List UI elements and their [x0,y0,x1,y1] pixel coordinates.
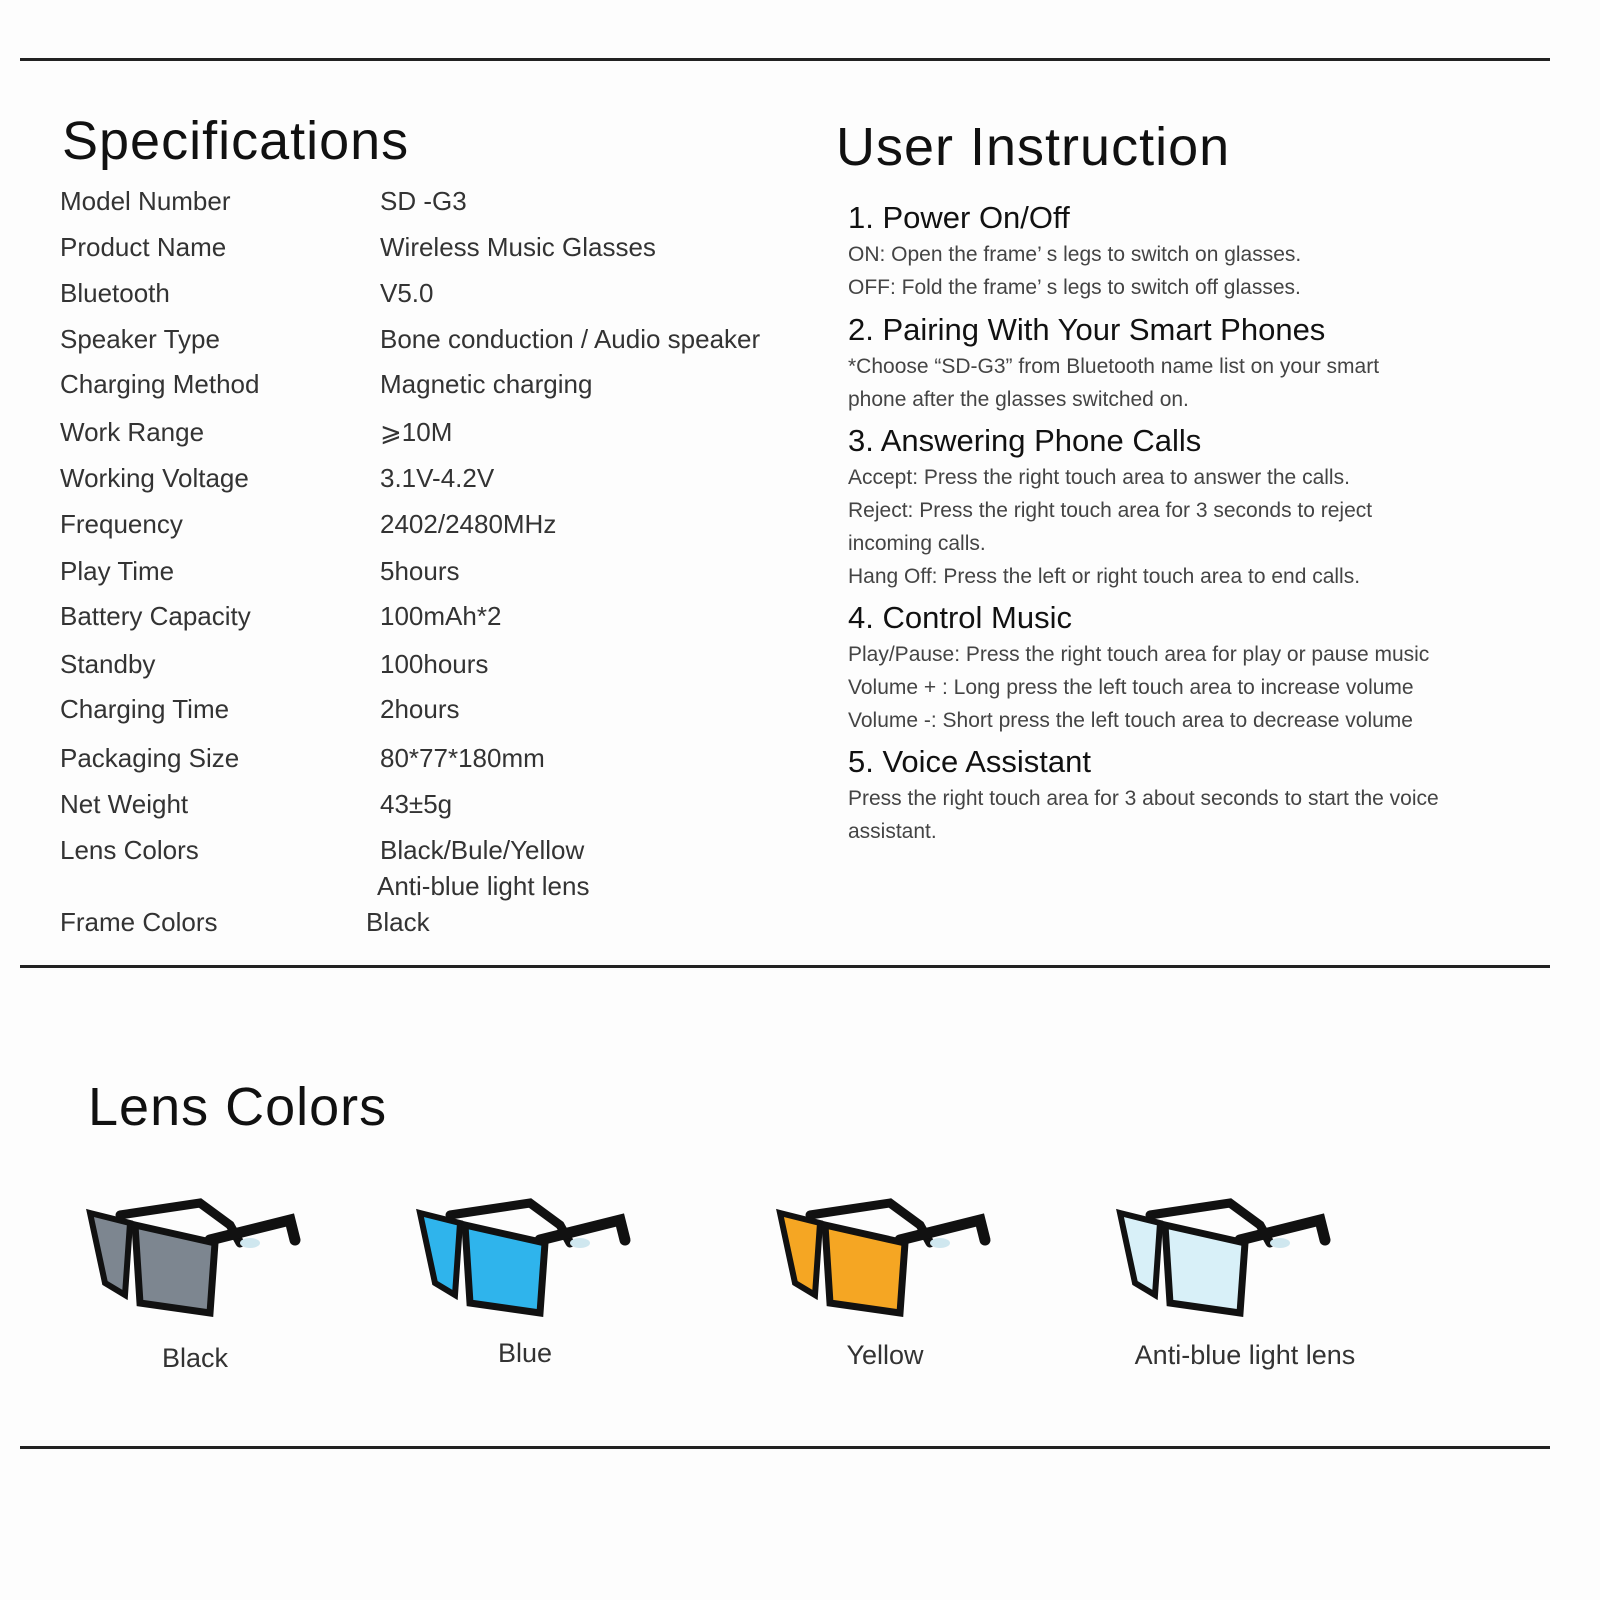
spec-label: Product Name [60,232,227,262]
spec-label: Lens Colors [60,835,199,865]
instruction-heading: 2. Pairing With Your Smart Phones [848,312,1326,347]
lens-label: Blue [497,1338,553,1368]
instruction-text: ON: Open the frame’ s legs to switch on glasses. [848,243,1302,266]
instruction-text: phone after the glasses switched on. [848,388,1189,411]
instruction-text: Volume -: Short press the left touch area to decrease volume [848,709,1413,732]
divider-bottom [20,1446,1550,1449]
instruction-text: Reject: Press the right touch area for 3 seconds to reject [848,499,1373,522]
spec-value: 100mAh*2 [380,601,502,631]
spec-value: 100hours [380,649,489,679]
spec-value: 43±5g [380,789,453,819]
spec-value: SD -G3 [380,186,467,216]
spec-label: Charging Time [60,694,230,724]
lens-option-yellow [770,1195,1000,1370]
spec-value: Magnetic charging [380,369,593,399]
spec-label: Model Number [60,186,231,216]
instruction-text: OFF: Fold the frame’ s legs to switch off glasses. [848,276,1301,299]
instruction-heading: 1. Power On/Off [848,200,1070,235]
instruction-heading: 3. Answering Phone Calls [848,423,1202,458]
spec-value: Bone conduction / Audio speaker [380,324,761,354]
user-instruction-title: User Instruction [836,117,1231,177]
spec-label: Packaging Size [60,743,240,773]
spec-value: V5.0 [380,278,434,308]
lens-option-anti-blue-light-lens [1110,1195,1356,1370]
spec-value: 2402/2480MHz [380,509,557,539]
spec-value: 80*77*180mm [380,743,545,773]
lens-label: Yellow [846,1340,924,1370]
spec-value: ⩾10M [380,417,453,447]
spec-value: Black [366,907,430,937]
lens-label: Anti-blue light lens [1134,1340,1356,1370]
lens-option-black [80,1195,310,1373]
spec-label: Standby [60,649,156,679]
sunglasses-icon [770,1195,1000,1320]
spec-value: Black/Bule/Yellow [380,835,585,865]
instruction-text: Hang Off: Press the left or right touch area to end calls. [848,565,1361,588]
sunglasses-icon [1110,1195,1340,1320]
instruction-heading: 4. Control Music [848,600,1072,635]
sunglasses-icon [410,1195,640,1320]
spec-label: Net Weight [60,789,189,819]
spec-label: Play Time [60,556,175,586]
spec-label: Bluetooth [60,278,170,308]
spec-label: Work Range [60,417,205,447]
spec-label: Speaker Type [60,324,220,354]
divider-top [20,58,1550,61]
spec-value: 3.1V-4.2V [380,463,495,493]
spec-label: Working Voltage [60,463,249,493]
instruction-text: *Choose “SD-G3” from Bluetooth name list on your smart [848,355,1380,378]
instruction-text: Play/Pause: Press the right touch area for play or pause music [848,643,1430,666]
sunglasses-icon [80,1195,310,1320]
divider-middle [20,965,1550,968]
lens-colors-title: Lens Colors [88,1077,388,1137]
spec-value: Anti-blue light lens [377,871,590,901]
instruction-text: assistant. [848,820,937,843]
specifications-title: Specifications [62,111,410,171]
spec-label: Charging Method [60,369,260,399]
instruction-heading: 5. Voice Assistant [848,744,1091,779]
spec-label: Frequency [60,509,183,539]
spec-label: Battery Capacity [60,601,251,631]
spec-label: Frame Colors [60,907,218,937]
spec-value: 2hours [380,694,460,724]
spec-value: 5hours [380,556,460,586]
instruction-text: incoming calls. [848,532,986,555]
lens-label: Black [161,1343,229,1373]
instruction-text: Volume + : Long press the left touch area to increase volume [848,676,1414,699]
instruction-text: Press the right touch area for 3 about seconds to start the voice [848,787,1439,810]
instruction-text: Accept: Press the right touch area to answer the calls. [848,466,1350,489]
spec-value: Wireless Music Glasses [380,232,656,262]
lens-option-blue [410,1195,640,1368]
